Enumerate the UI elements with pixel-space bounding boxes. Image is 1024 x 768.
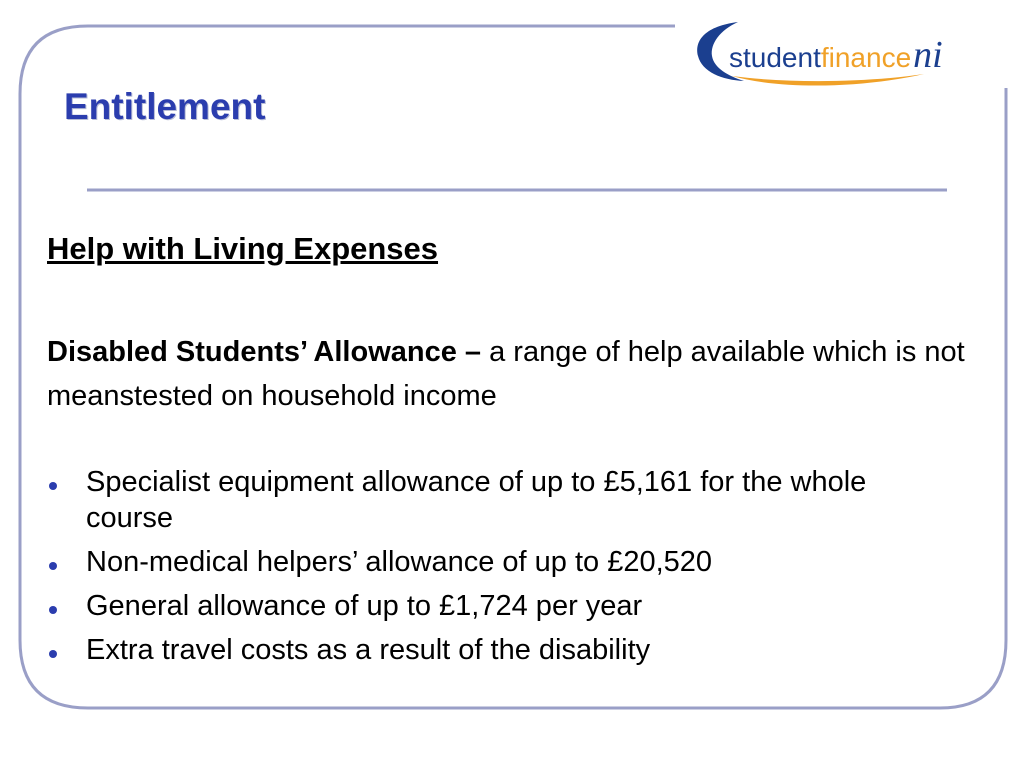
logo-ni-text: ni (913, 34, 943, 76)
bullet-icon (49, 650, 57, 658)
bullet-icon (49, 606, 57, 614)
section-heading: Help with Living Expenses (47, 231, 439, 266)
slide-title: Entitlement (64, 86, 266, 127)
intro-paragraph (47, 330, 967, 418)
list-item-text: Specialist equipment allowance of up to £5,161 for the whole course (86, 466, 867, 534)
list-item (47, 544, 947, 580)
logo-student-text: student (729, 42, 821, 73)
bullet-icon (49, 482, 57, 490)
bullet-icon (49, 562, 57, 570)
list-item (47, 632, 947, 668)
list-item (47, 464, 947, 536)
logo-finance-text: finance (820, 42, 912, 73)
studentfinance-ni-logo (692, 18, 1002, 88)
list-item-text: General allowance of up to £1,724 per year (86, 590, 643, 622)
intro-lead: Disabled Students’ Allowance – (47, 336, 482, 368)
list-item-text: Non-medical helpers’ allowance of up to £20,520 (86, 546, 713, 578)
list-item (47, 588, 947, 624)
intro-body: a range of help available which is not meanstested on household income (47, 336, 965, 412)
list-item-text: Extra travel costs as a result of the disability (86, 634, 651, 666)
allowance-list (47, 464, 947, 676)
logo-wordmark (729, 34, 943, 76)
